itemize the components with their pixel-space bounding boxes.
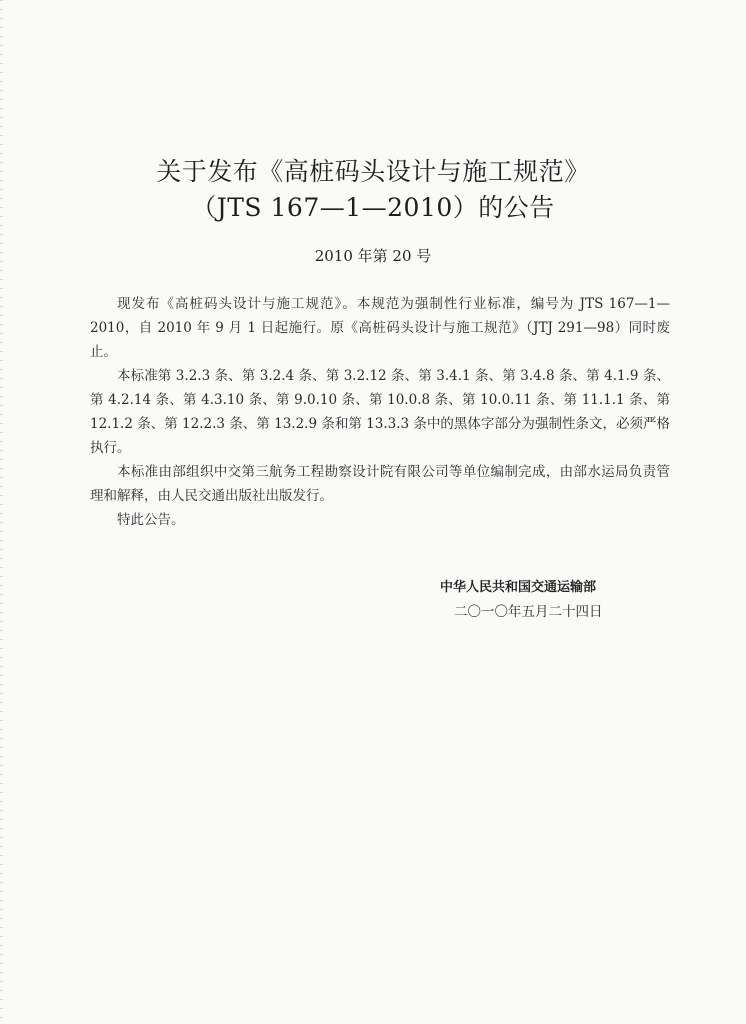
paragraph-compilation: 本标准由部组织中交第三航务工程勘察设计院有限公司等单位编制完成，由部水运局负责管理和解释，由人民交通出版社出版发行。 bbox=[90, 464, 670, 504]
announcement-body bbox=[90, 292, 670, 532]
announcement-title-line1: 关于发布《高桩码头设计与施工规范》 bbox=[156, 157, 590, 186]
announcement-title-line2: （JTS 167—1—2010）的公告 bbox=[191, 193, 555, 222]
document-number: 2010 年第 20 号 bbox=[314, 247, 432, 265]
paragraph-mandatory-clauses: 本标准第 3.2.3 条、第 3.2.4 条、第 3.2.12 条、第 3.4.1 条、第 3.4.8 条、第 4.1.9 条、第 4.2.14 条、第 4.3.10 条、第 9.0.10 条、第 10.0.8 条、第 10.0.11 条、第 11.1.1 条、第 12.1.2 条、第 12.2.3 条、第 13.2.9 条和第 13.3.3 条中的黑体字部分为强制性条文，必须严格执行。 bbox=[90, 368, 670, 456]
signature-block bbox=[440, 576, 640, 624]
issue-date: 二〇一〇年五月二十四日 bbox=[454, 604, 603, 620]
paragraph-publication: 现发布《高桩码头设计与施工规范》。本规范为强制性行业标准，编号为 JTS 167—1—2010，自 2010 年 9 月 1 日起施行。原《高桩码头设计与施工规范》（JTJ 291—98）同时废止。 bbox=[90, 296, 670, 360]
issuing-organization: 中华人民共和国交通运输部 bbox=[440, 580, 597, 595]
paragraph-closing: 特此公告。 bbox=[117, 512, 185, 528]
